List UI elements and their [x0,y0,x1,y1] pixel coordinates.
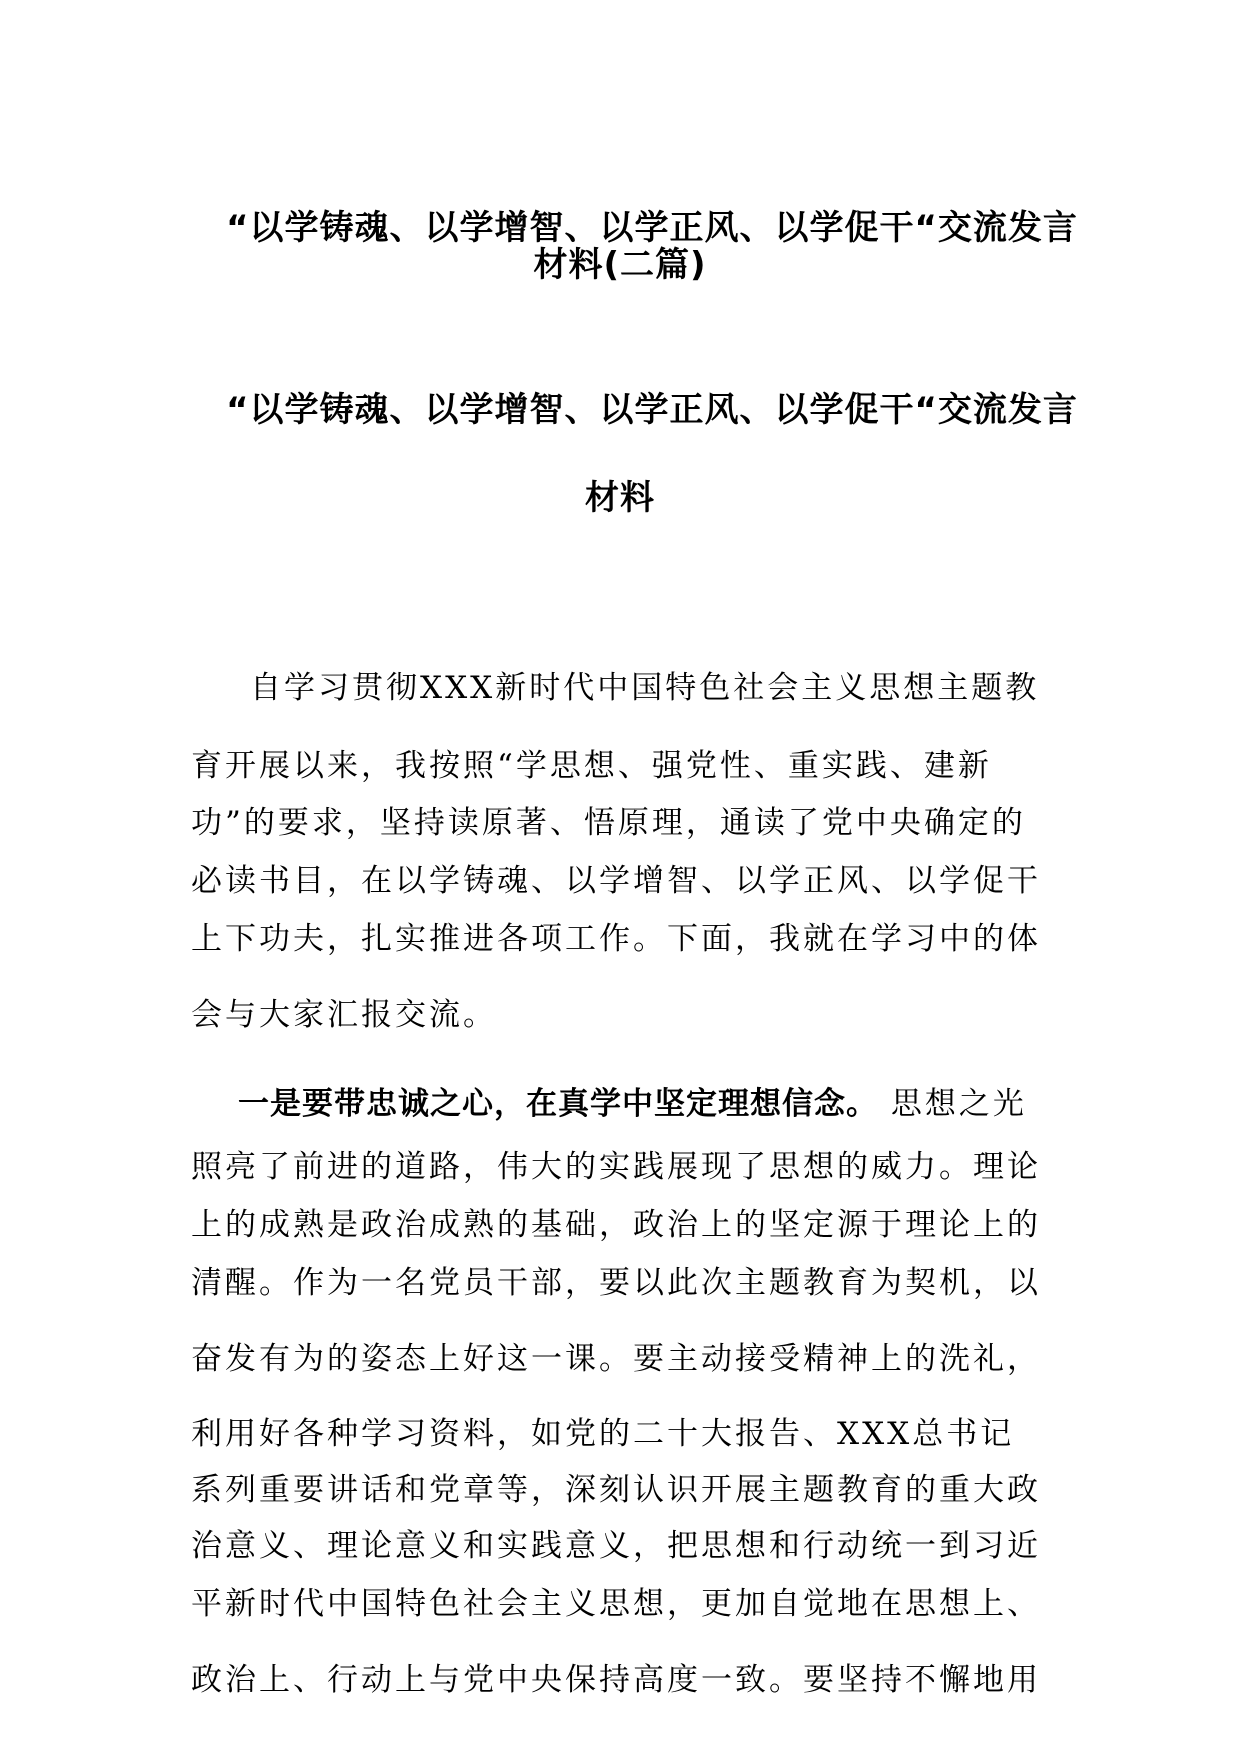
paragraph-1-line: 功”的要求，坚持读原著、悟原理，通读了党中央确定的 [191,805,1026,841]
paragraph-1-line: 必读书目，在以学铸魂、以学增智、以学正风、以学促干 [191,863,1041,899]
paragraph-2-line: 平新时代中国特色社会主义思想，更加自觉地在思想上、 [191,1586,1041,1622]
paragraph-1-line: 上下功夫，扎实推进各项工作。下面，我就在学习中的体 [191,921,1041,957]
document-title-1-line-2: 材料(二篇) [533,245,707,285]
paragraph-2-line: 清醒。作为一名党员干部，要以此次主题教育为契机，以 [191,1265,1041,1301]
paragraph-2-line: 利用好各种学习资料，如党的二十大报告、XXX总书记 [191,1416,1015,1452]
paragraph-2-line: 奋发有为的姿态上好这一课。要主动接受精神上的洗礼， [191,1341,1041,1377]
document-title-1-line-1: “以学铸魂、以学增智、以学正风、以学促干“交流发言 [226,208,1078,248]
paragraph-2-line: 系列重要讲话和党章等，深刻认识开展主题教育的重大政 [191,1472,1041,1508]
paragraph-2-line: 政治上、行动上与党中央保持高度一致。要坚持不懈地用 [191,1662,1041,1698]
paragraph-2-heading: 一是要带忠诚之心，在真学中坚定理想信念。 [238,1086,878,1122]
document-title-2-line-1: “以学铸魂、以学增智、以学正风、以学促干“交流发言 [226,390,1078,430]
paragraph-1-line: 自学习贯彻XXX新时代中国特色社会主义思想主题教 [250,670,1040,706]
paragraph-2-line: 照亮了前进的道路，伟大的实践展现了思想的威力。理论 [191,1149,1041,1185]
document-title-2-line-2: 材料 [585,478,655,518]
paragraph-1-line: 会与大家汇报交流。 [191,997,497,1033]
paragraph-1-line: 育开展以来，我按照“学思想、强党性、重实践、建新 [191,748,992,784]
paragraph-2-lead: 思想之光 [878,1086,1027,1122]
paragraph-2-line: 治意义、理论意义和实践意义，把思想和行动统一到习近 [191,1528,1041,1564]
paragraph-2-first-line [238,1078,1027,1123]
paragraph-2-line: 上的成熟是政治成熟的基础，政治上的坚定源于理论上的 [191,1207,1041,1243]
